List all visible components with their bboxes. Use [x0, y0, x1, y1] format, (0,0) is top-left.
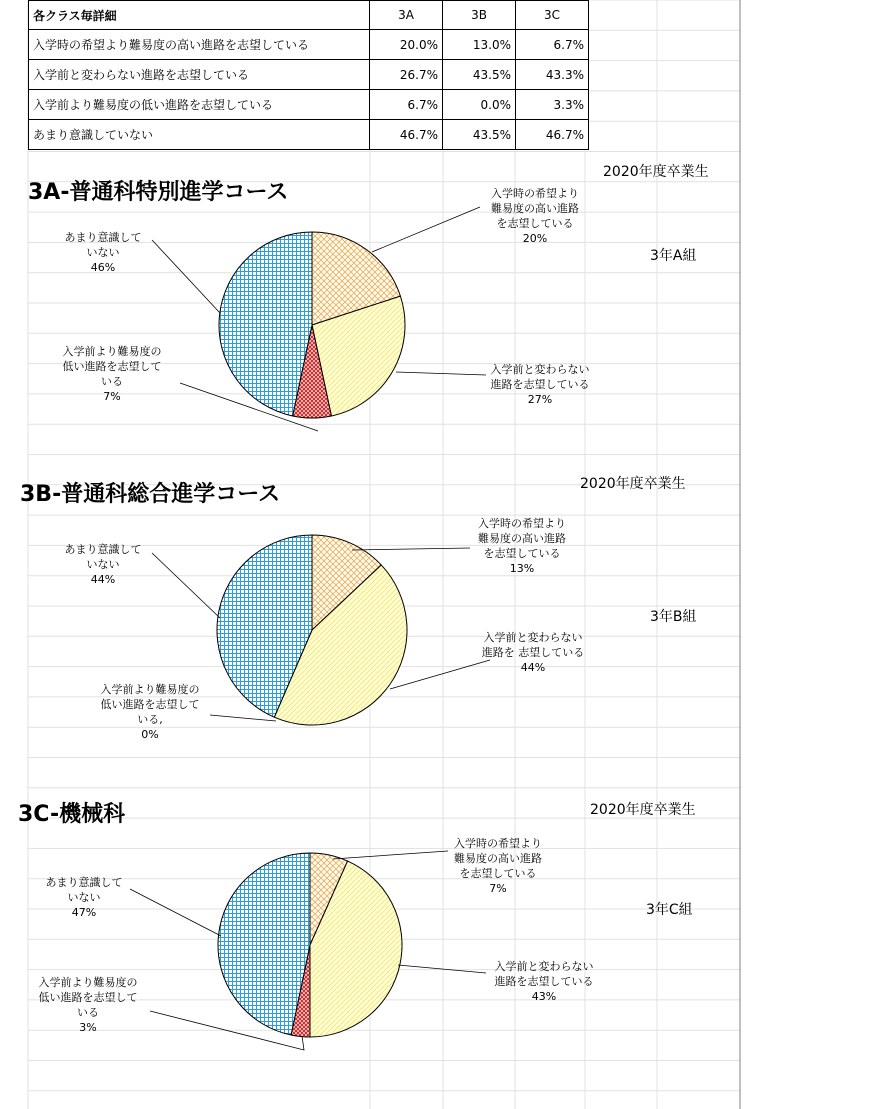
row-label: あまり意識していない — [29, 120, 370, 150]
leader-line — [398, 965, 486, 973]
leader-line — [333, 851, 448, 859]
table-row — [29, 30, 589, 60]
data-label-percent: 0% — [141, 728, 159, 741]
table-row — [29, 90, 589, 120]
data-label-percent: 27% — [527, 393, 553, 406]
data-label-line: 入学前と変わらない — [494, 960, 594, 973]
data-label-line: いない — [67, 891, 101, 904]
data-label-line: 入学前より難易度の — [38, 976, 138, 989]
data-label-percent: 7% — [489, 882, 507, 895]
pie-chart-3b — [0, 465, 740, 775]
data-label-line: 進路を志望している — [490, 378, 590, 391]
data-label-line: 低い進路を志望して — [100, 698, 200, 711]
data-label-line: 難易度の高い進路 — [454, 852, 542, 865]
table-row — [29, 120, 589, 150]
data-label-percent: 3% — [79, 1021, 97, 1034]
table-header-label: 各クラス毎詳細 — [29, 1, 370, 30]
cell-value: 26.7% — [370, 60, 443, 90]
data-label-percent: 20% — [522, 232, 548, 245]
row-label: 入学前より難易度の低い進路を志望している — [29, 90, 370, 120]
row-label: 入学前と変わらない進路を志望している — [29, 60, 370, 90]
data-label-line: 入学時の希望より — [491, 187, 579, 200]
data-label-line: いる — [101, 375, 123, 388]
cell-value: 13.0% — [443, 30, 516, 60]
data-label — [482, 630, 585, 674]
cell-value: 0.0% — [443, 90, 516, 120]
data-label-percent: 44% — [520, 661, 546, 674]
data-label — [478, 516, 566, 575]
data-label — [65, 230, 142, 274]
data-label-line: を志望している — [496, 217, 574, 230]
data-label-line: 低い進路を志望して — [62, 360, 162, 373]
data-label-line: を志望している — [459, 867, 537, 880]
pie-chart-3a — [0, 155, 740, 455]
cell-value: 46.7% — [516, 120, 589, 150]
data-label-line: 低い進路を志望して — [38, 991, 138, 1004]
cell-value: 20.0% — [370, 30, 443, 60]
data-label — [495, 959, 594, 1003]
data-label-line: 入学前と変わらない — [483, 631, 583, 644]
data-label-line: いない — [86, 246, 120, 259]
data-label-line: 進路を 志望している — [481, 646, 585, 659]
leader-line — [130, 889, 221, 936]
data-label-line: いない — [86, 558, 120, 571]
data-label-line: 入学前と変わらない — [490, 363, 590, 376]
data-label-line: 入学時の希望より — [478, 517, 566, 530]
data-label-line: いる, — [137, 713, 163, 726]
pie-chart-3c — [0, 785, 740, 1085]
chart-title: 3A-普通科特別進学コース — [28, 180, 289, 205]
data-label-line: 難易度の高い進路 — [478, 532, 566, 545]
chart-3c — [0, 785, 740, 1085]
graduation-year-label: 2020年度卒業生 — [603, 164, 709, 180]
data-label-line: あまり意識して — [64, 231, 142, 244]
leader-line — [210, 715, 276, 721]
data-label-percent: 47% — [71, 906, 97, 919]
data-label — [65, 542, 142, 586]
data-label-percent: 43% — [531, 990, 557, 1003]
data-label-percent: 7% — [103, 390, 121, 403]
row-label: 入学時の希望より難易度の高い進路を志望している — [29, 30, 370, 60]
data-label — [454, 836, 542, 895]
cell-value: 43.5% — [443, 60, 516, 90]
data-label — [39, 975, 138, 1034]
leader-line — [352, 548, 470, 550]
data-label-line: 進路を志望している — [494, 975, 594, 988]
cell-value: 6.7% — [516, 30, 589, 60]
data-label-line: いる — [77, 1006, 99, 1019]
table-header-row — [29, 1, 589, 30]
table-row — [29, 60, 589, 90]
class-label: 3年B組 — [650, 609, 697, 625]
leader-line — [152, 553, 220, 618]
chart-3a — [0, 155, 740, 455]
data-label-percent: 46% — [90, 261, 116, 274]
cell-value: 46.7% — [370, 120, 443, 150]
data-label-line: 入学前より難易度の — [62, 345, 162, 358]
class-label: 3年A組 — [650, 248, 697, 264]
column-header-3a: 3A — [370, 1, 443, 30]
chart-3b — [0, 465, 740, 775]
data-label — [491, 186, 579, 245]
cell-value: 6.7% — [370, 90, 443, 120]
graduation-year-label: 2020年度卒業生 — [580, 476, 686, 492]
data-label-line: 入学前より難易度の — [100, 683, 200, 696]
data-label — [491, 362, 590, 406]
data-label-line: 難易度の高い進路 — [491, 202, 579, 215]
pie-slice-unaware — [218, 853, 310, 1035]
chart-title: 3C-機械科 — [18, 802, 126, 827]
data-label-line: 入学時の希望より — [454, 837, 542, 850]
leader-line — [152, 240, 220, 313]
data-label-line: を志望している — [483, 547, 561, 560]
class-label: 3年C組 — [646, 902, 693, 918]
graduation-year-label: 2020年度卒業生 — [590, 802, 696, 818]
chart-title: 3B-普通科総合進学コース — [20, 482, 281, 507]
data-label-line: あまり意識して — [64, 543, 142, 556]
leader-line — [390, 660, 490, 689]
data-label — [46, 875, 123, 919]
column-header-3c: 3C — [516, 1, 589, 30]
cell-value: 43.5% — [443, 120, 516, 150]
pie-slice-unaware — [219, 232, 312, 416]
data-label-percent: 13% — [509, 562, 535, 575]
data-label-percent: 44% — [90, 573, 116, 586]
data-label — [63, 344, 162, 403]
data-label-line: あまり意識して — [45, 876, 123, 889]
leader-line — [372, 207, 480, 252]
data-label — [101, 682, 200, 741]
cell-value: 43.3% — [516, 60, 589, 90]
cell-value: 3.3% — [516, 90, 589, 120]
column-header-3b: 3B — [443, 1, 516, 30]
leader-line — [396, 372, 486, 375]
class-summary-table — [28, 0, 589, 150]
